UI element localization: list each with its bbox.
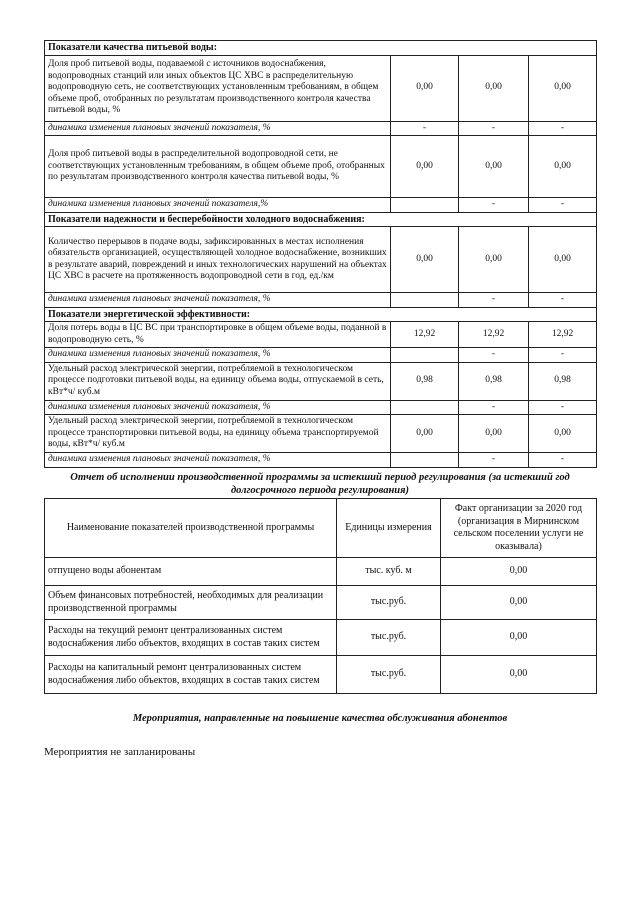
indicator-label: Количество перерывов в подаче воды, зафиксированных в местах исполнения обязательств организацией, осуществляющей холодное водоснабжение, возникших в результате аварий, повреждений и иных технологических нарушений на объектах ЦС ХВС в расчете на протяженность водопроводной сети в год, ед./км bbox=[45, 227, 391, 293]
indicator-value: 0,00 bbox=[391, 136, 459, 198]
report-item-name: Расходы на капитальный ремонт централизованных систем водоснабжения либо объектов, входящих в состав таких систем bbox=[45, 656, 337, 694]
column-header-fact: Факт организации за 2020 год (организация в Мирнинском сельском поселении услуги не оказывала) bbox=[441, 499, 597, 558]
dynamics-label: динамика изменения плановых значений показателя, % bbox=[45, 121, 391, 136]
dynamics-row bbox=[45, 453, 597, 468]
dynamics-value: - bbox=[529, 198, 597, 213]
report-title: Отчет об исполнении производственной программы за истекший период регулирования (за истекший год долгосрочного периода регулирования) bbox=[70, 472, 570, 496]
section-title: Показатели качества питьевой воды: bbox=[45, 41, 597, 56]
dynamics-row bbox=[45, 121, 597, 136]
report-item-value: 0,00 bbox=[441, 558, 597, 586]
section-title: Показатели надежности и бесперебойности холодного водоснабжения: bbox=[45, 212, 597, 227]
dynamics-value: - bbox=[391, 121, 459, 136]
dynamics-value bbox=[391, 348, 459, 363]
dynamics-value: - bbox=[459, 453, 529, 468]
dynamics-label: динамика изменения плановых значений показателя, % bbox=[45, 453, 391, 468]
dynamics-row bbox=[45, 293, 597, 308]
indicator-label: Удельный расход электрической энергии, потребляемой в технологическом процессе транспортировки питьевой воды, на единицу объема транспортируемой воды, кВт*ч/ куб.м bbox=[45, 415, 391, 453]
section-quality bbox=[45, 41, 597, 56]
section-title: Показатели энергетической эффективности: bbox=[45, 307, 597, 322]
indicator-value: 0,98 bbox=[529, 362, 597, 400]
indicator-value: 0,98 bbox=[391, 362, 459, 400]
table-row bbox=[45, 362, 597, 400]
table-row bbox=[45, 415, 597, 453]
table-row bbox=[45, 55, 597, 121]
dynamics-value bbox=[391, 293, 459, 308]
dynamics-value: - bbox=[459, 400, 529, 415]
dynamics-value: - bbox=[459, 121, 529, 136]
indicators-table bbox=[44, 40, 597, 468]
indicator-label: Удельный расход электрической энергии, потребляемой в технологическом процессе подготовки питьевой воды, на единицу объема воды, отпускаемой в сеть, кВт*ч/ куб.м bbox=[45, 362, 391, 400]
report-item-unit: тыс.руб. bbox=[337, 656, 441, 694]
dynamics-value: - bbox=[459, 293, 529, 308]
dynamics-value: - bbox=[529, 348, 597, 363]
dynamics-value bbox=[391, 400, 459, 415]
indicator-value: 0,00 bbox=[391, 55, 459, 121]
table-row bbox=[45, 227, 597, 293]
report-item-name: Объем финансовых потребностей, необходимых для реализации производственной программы bbox=[45, 586, 337, 620]
indicator-value: 0,00 bbox=[391, 415, 459, 453]
table-row bbox=[45, 656, 597, 694]
report-item-value: 0,00 bbox=[441, 586, 597, 620]
indicator-label: Доля потерь воды в ЦС ВС при транспортировке в общем объеме воды, поданной в водопроводную сеть, % bbox=[45, 322, 391, 348]
column-header-name: Наименование показателей производственной программы bbox=[45, 499, 337, 558]
indicator-value: 0,00 bbox=[459, 227, 529, 293]
indicator-value: 0,00 bbox=[459, 136, 529, 198]
dynamics-label: динамика изменения плановых значений показателя, % bbox=[45, 348, 391, 363]
dynamics-value: - bbox=[529, 453, 597, 468]
measures-text: Мероприятия не запланированы bbox=[44, 746, 196, 758]
section-energy bbox=[45, 307, 597, 322]
report-item-value: 0,00 bbox=[441, 656, 597, 694]
dynamics-value: - bbox=[459, 348, 529, 363]
table-row bbox=[45, 322, 597, 348]
indicator-label: Доля проб питьевой воды, подаваемой с источников водоснабжения, водопроводных станций или иных объектов ЦС ХВС в распределительную водопроводную сеть, не соответствующих установленным требованиям, в общем объеме проб, отобранных по результатам производственного контроля качества питьевой воды, % bbox=[45, 55, 391, 121]
dynamics-value bbox=[391, 198, 459, 213]
indicator-value: 12,92 bbox=[529, 322, 597, 348]
dynamics-label: динамика изменения плановых значений показателя,% bbox=[45, 198, 391, 213]
dynamics-row bbox=[45, 400, 597, 415]
report-header-row bbox=[45, 499, 597, 558]
report-item-value: 0,00 bbox=[441, 620, 597, 656]
dynamics-label: динамика изменения плановых значений показателя, % bbox=[45, 400, 391, 415]
dynamics-value: - bbox=[529, 121, 597, 136]
indicator-value: 12,92 bbox=[459, 322, 529, 348]
report-item-name: отпущено воды абонентам bbox=[45, 558, 337, 586]
indicator-value: 0,98 bbox=[459, 362, 529, 400]
indicator-value: 0,00 bbox=[529, 55, 597, 121]
indicator-value: 0,00 bbox=[529, 136, 597, 198]
indicator-value: 0,00 bbox=[459, 55, 529, 121]
indicator-value: 0,00 bbox=[529, 227, 597, 293]
dynamics-value bbox=[391, 453, 459, 468]
table-row bbox=[45, 136, 597, 198]
report-item-unit: тыс. куб. м bbox=[337, 558, 441, 586]
report-item-unit: тыс.руб. bbox=[337, 586, 441, 620]
indicator-value: 0,00 bbox=[459, 415, 529, 453]
column-header-unit: Единицы измерения bbox=[337, 499, 441, 558]
indicator-value: 12,92 bbox=[391, 322, 459, 348]
indicator-label: Доля проб питьевой воды в распределительной водопроводной сети, не соответствующих установленным требованиям, в общем объеме проб, отобранных по результатам производственного контроля качества питьевой воды, % bbox=[45, 136, 391, 198]
dynamics-label: динамика изменения плановых значений показателя, % bbox=[45, 293, 391, 308]
measures-title: Мероприятия, направленные на повышение качества обслуживания абонентов bbox=[132, 713, 508, 724]
indicator-value: 0,00 bbox=[391, 227, 459, 293]
report-item-unit: тыс.руб. bbox=[337, 620, 441, 656]
table-row bbox=[45, 586, 597, 620]
table-row bbox=[45, 620, 597, 656]
dynamics-row bbox=[45, 198, 597, 213]
dynamics-value: - bbox=[459, 198, 529, 213]
dynamics-value: - bbox=[529, 400, 597, 415]
dynamics-row bbox=[45, 348, 597, 363]
report-table bbox=[44, 498, 597, 694]
section-reliability bbox=[45, 212, 597, 227]
table-row bbox=[45, 558, 597, 586]
indicator-value: 0,00 bbox=[529, 415, 597, 453]
report-item-name: Расходы на текущий ремонт централизованных систем водоснабжения либо объектов, входящих в состав таких систем bbox=[45, 620, 337, 656]
dynamics-value: - bbox=[529, 293, 597, 308]
